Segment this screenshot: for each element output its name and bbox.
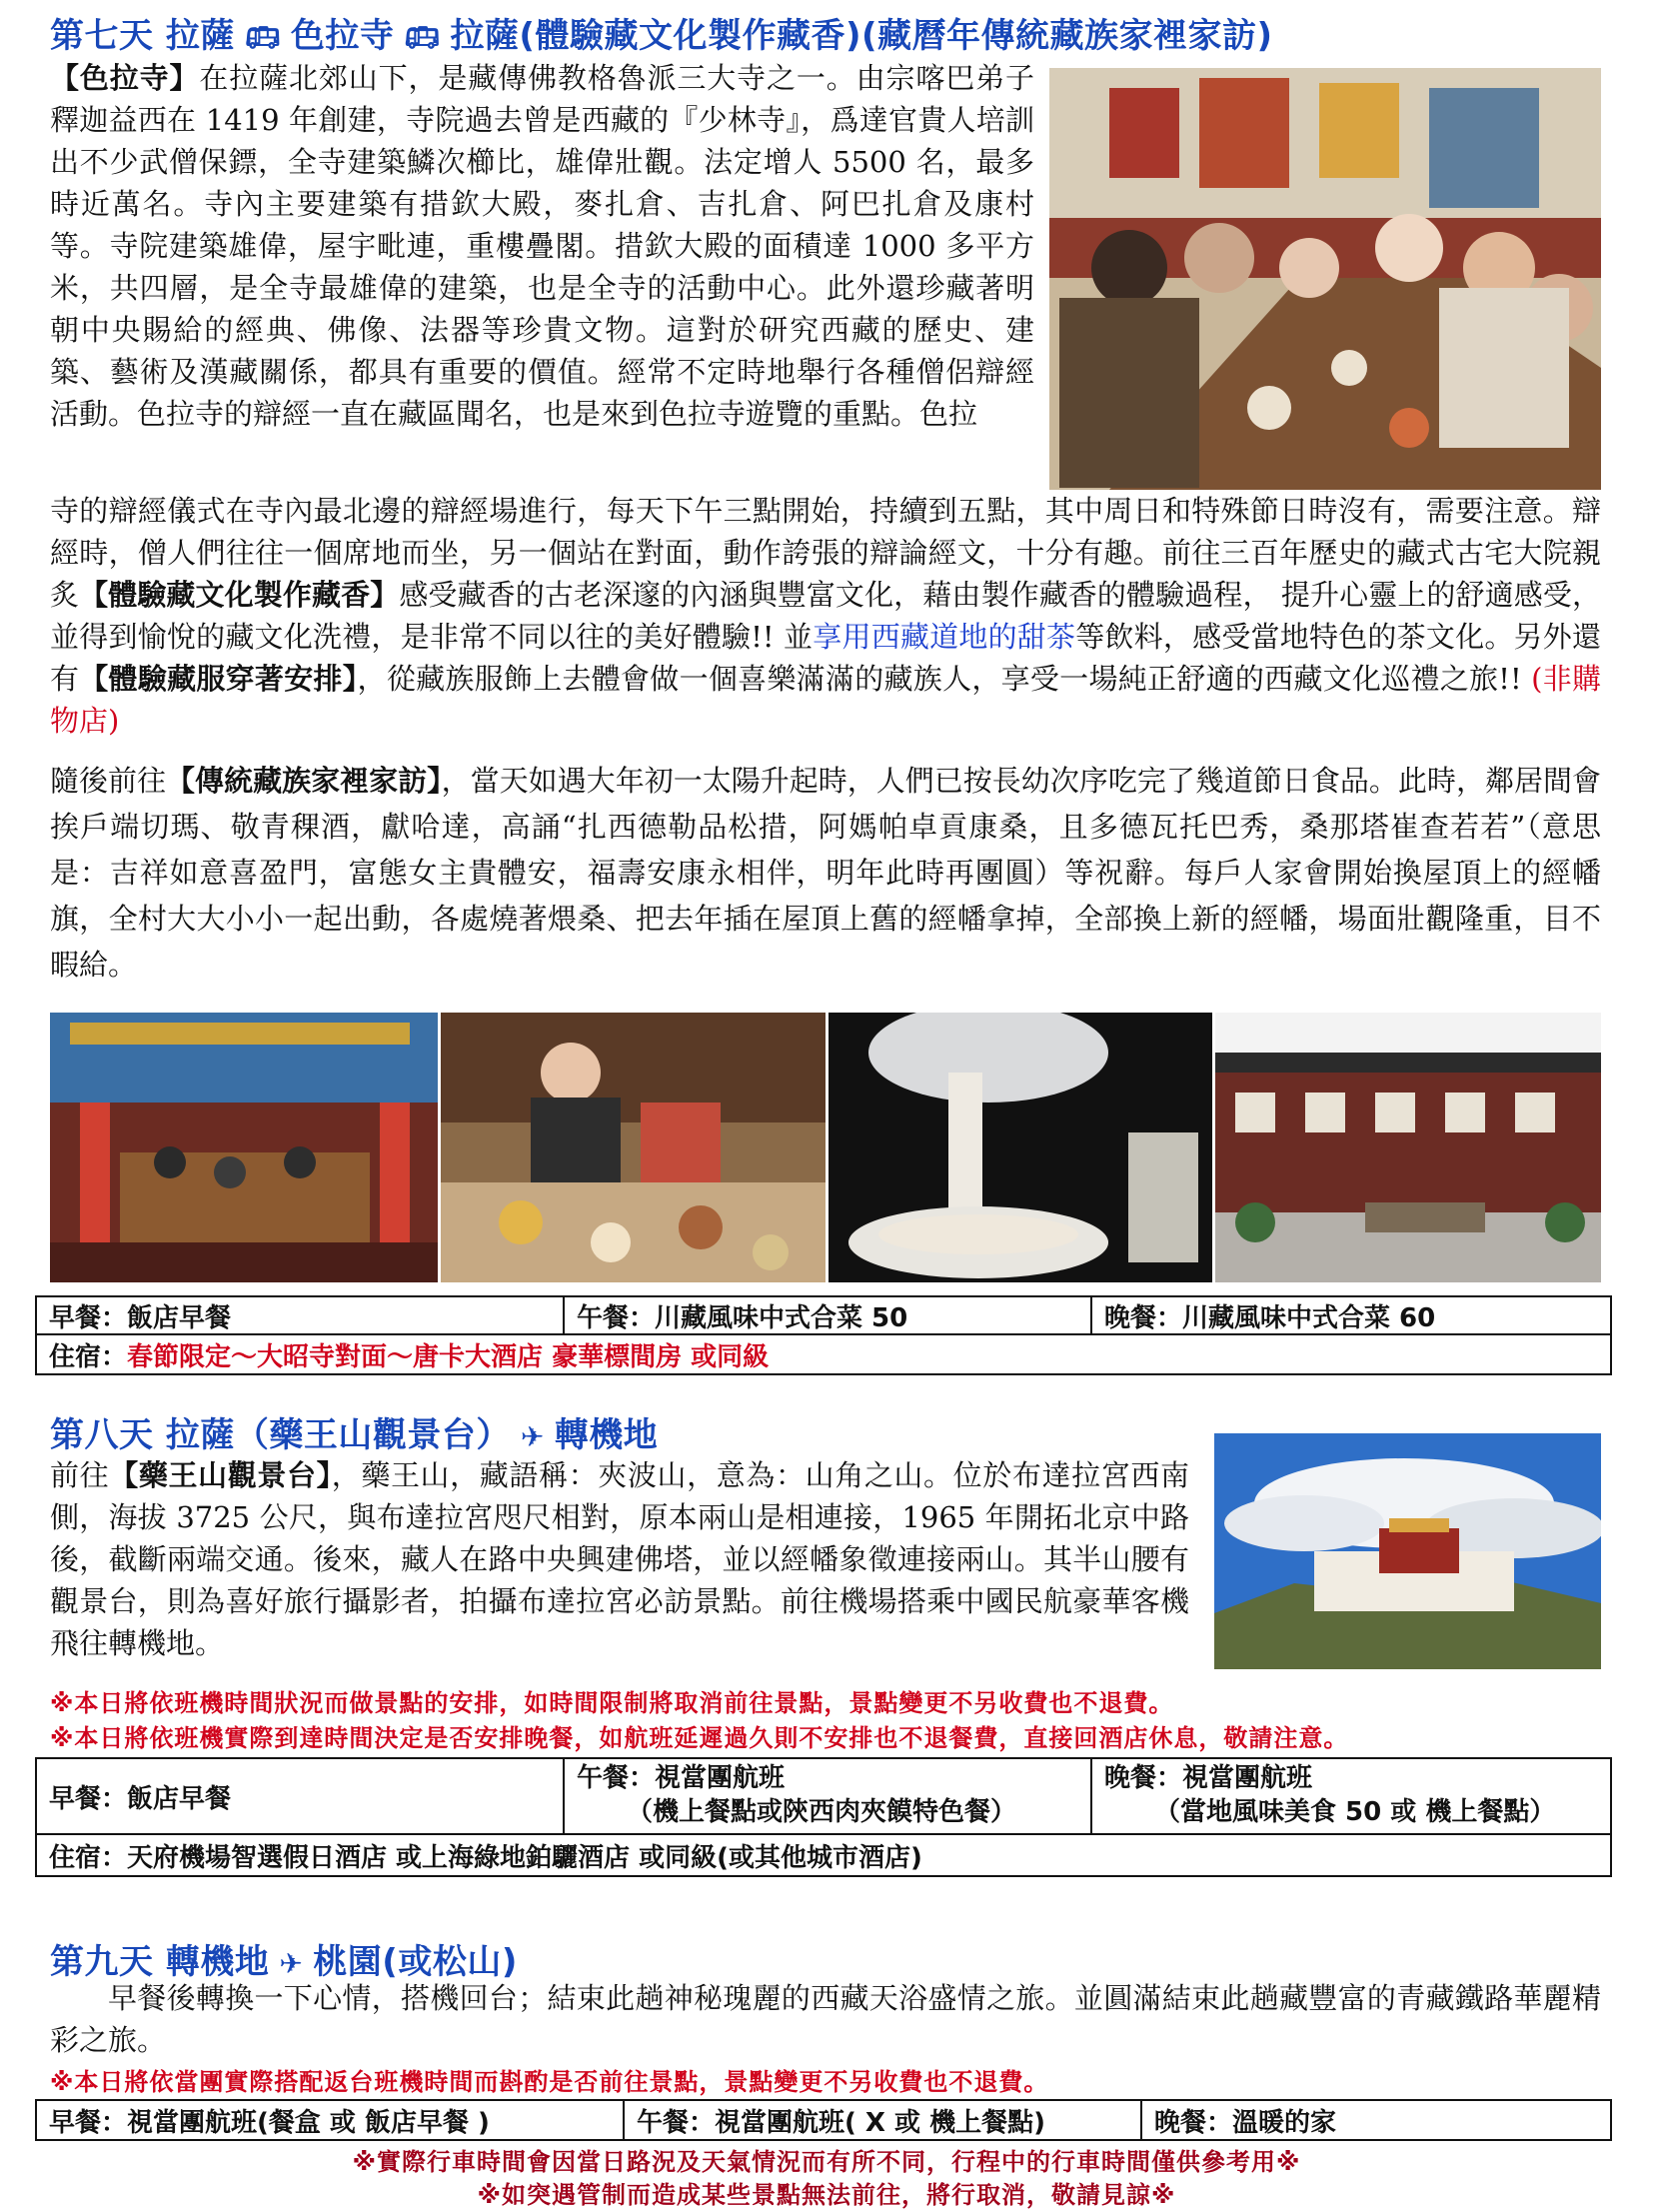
bus-icon: 🚌︎	[244, 21, 281, 54]
day8-breakfast	[37, 1759, 565, 1833]
incense-text-b: 感受藏香的古老深邃的內涵與豐富文化，藉由製作藏香的體驗過程， 提升心靈上的舒適感受，並得到愉悅的藏文化洗禮，是非常不同以往的美好體驗!! 並	[50, 578, 1601, 654]
incense-experience-heading: 【體驗藏文化製作藏香】	[79, 578, 400, 612]
photo-tibetan-house-interior	[50, 1013, 438, 1282]
day7-meal-row	[37, 1297, 1610, 1335]
day7-meal-table	[35, 1295, 1612, 1375]
photo-tibetan-courtyard	[1215, 1013, 1601, 1282]
day8-breakfast-text: 早餐：飯店早餐	[49, 1783, 232, 1814]
day9-dinner	[1142, 2101, 1610, 2139]
day8-hotel	[37, 1835, 1610, 1875]
day8-dinner-detail: （當地風味美食 50 或 機上餐點）	[1154, 1797, 1556, 1827]
day8-dinner	[1092, 1759, 1610, 1833]
day8-title-part-a: 第八天 拉薩（藥王山觀景台）	[50, 1415, 511, 1455]
costume-experience-heading: 【體驗藏服穿著安排】	[79, 662, 358, 696]
day8-hotel-row	[37, 1835, 1610, 1875]
day8-meal-row	[37, 1759, 1610, 1835]
day8-hotel-text: 住宿：天府機場智選假日酒店 或上海綠地鉑驪酒店 或同級(或其他城市酒店)	[49, 1842, 922, 1873]
day8-paragraph	[50, 1454, 1189, 1664]
family-visit-text-a: 隨後前往	[50, 764, 167, 798]
day7-breakfast-text: 早餐：飯店早餐	[49, 1302, 232, 1333]
day8-lunch	[565, 1759, 1092, 1833]
day7-dinner	[1092, 1297, 1610, 1333]
family-visit-text-b: ，當天如遇大年初一太陽升起時，人們已按長幼次序吃完了幾道節日食品。此時，鄰居間會挨戶端切瑪、敬青稞酒，獻哈達，高誦“扎西德勒品松措，阿媽帕卓貢康桑，且多德瓦托巴秀，桑那塔崔查若若”（意思是：吉祥如意喜盈門，富態女主貴體安，福壽安康永相伴，明年此時再團圓）等祝辭。每戶人家會開始換屋頂上的經幡旗，全村大大小小一起出動，各處燒著煨桑、把去年插在屋頂上舊的經幡拿掉，全部換上新的經幡，場面壯觀隆重，目不暇給。	[50, 764, 1601, 982]
day9-breakfast-text: 早餐：視當團航班(餐盒 或 飯店早餐 )	[49, 2107, 490, 2138]
sera-monastery-text: 在拉薩北郊山下，是藏傳佛教格魯派三大寺之一。由宗喀巴弟子釋迦益西在 1419 年創建，寺院過去曾是西藏的『少林寺』，爲達官貴人培訓出不少武僧保鏢，全寺建築鱗次櫛比，雄偉壯觀。法定增人 5500 名，最多時近萬名。寺內主要建築有措欽大殿，麥扎倉、吉扎倉、阿巴扎倉及康村等。寺院建築雄偉，屋宇毗連，重樓疊閣。措欽大殿的面積達 1000 多平方米，共四層，是全寺最雄偉的建築，也是全寺的活動中心。此外還珍藏著明朝中央賜給的經典、佛像、法器等珍貴文物。這對於研究西藏的歷史、建築、藝術及漢藏關係，都具有重要的價值。經常不定時地舉行各種僧侶辯經活動。色拉寺的辯經一直在藏區聞名，也是來到色拉寺遊覽的重點。色拉	[50, 61, 1034, 431]
day8-title-part-b: 轉機地	[554, 1415, 659, 1455]
day9-title-part-b: 桃園(或松山)	[313, 1942, 518, 1982]
incense-text-d: ，從藏族服飾上去體會做一個喜樂滿滿的藏族人，享受一場純正舒適的西藏文化巡禮之旅!!	[357, 662, 1532, 696]
day7-dinner-text: 晚餐：川藏風味中式合菜 60	[1104, 1302, 1436, 1333]
family-visit-heading: 【傳統藏族家裡家訪】	[166, 764, 442, 798]
day8-text-b: ，藥王山，藏語稱：夾波山，意為：山角之山。位於布達拉宮西南側，海拔 3725 公尺，與布達拉宮咫尺相對，原本兩山是相連接，1965 年開拓北京中路後，截斷兩端交通。後來，藏人在路中央興建佛塔，並以經幡象徵連接兩山。其半山腰有觀景台，則為喜好旅行攝影者，拍攝布達拉宮必訪景點。前往機場搭乘中國民航豪華客機飛往轉機地。	[50, 1458, 1189, 1660]
day9-text: 早餐後轉換一下心情，搭機回台；結束此趟神秘瑰麗的西藏天浴盛情之旅。並圓滿結束此趟藏豐富的青藏鐵路華麗精彩之旅。	[50, 1981, 1601, 2057]
day8-notice2-text: ※本日將依班機實際到達時間決定是否安排晚餐，如航班延遲過久則不安排也不退餐費，直接回酒店休息，敬請注意。	[50, 1724, 1349, 1752]
sera-monastery-heading: 【色拉寺】	[50, 61, 200, 95]
day8-lunch-detail: （機上餐點或陝西肉夾饃特色餐）	[627, 1797, 1017, 1827]
day7-breakfast	[37, 1297, 565, 1333]
day7-title-part-c: 拉薩(體驗藏文化製作藏香)(藏曆年傳統藏族家裡家訪)	[450, 16, 1273, 56]
non-shopping-note: (非購物店)	[50, 662, 1601, 738]
bus-icon: 🚌︎	[404, 21, 441, 54]
day7-lunch-text: 午餐：川藏風味中式合菜 50	[577, 1302, 908, 1333]
day8-text-a: 前往	[50, 1458, 110, 1492]
footer-note-cancellation	[0, 2175, 1653, 2210]
day8-notice1-text: ※本日將依班機時間狀況而做景點的安排，如時間限制將取消前往景點，景點變更不另收費也不退費。	[50, 1689, 1174, 1717]
day9-notice	[50, 2062, 1048, 2097]
yaowang-mountain-heading: 【藥王山觀景台】	[109, 1458, 332, 1492]
day9-breakfast	[37, 2101, 625, 2139]
incense-text-c: 等飲料，感受當地特色的茶文化。另外還有	[50, 620, 1601, 696]
day8-notice-sightseeing	[50, 1683, 1173, 1718]
day7-title-part-b: 色拉寺	[290, 16, 395, 56]
day9-meal-table	[35, 2099, 1612, 2141]
day7-title-part-a: 第七天 拉薩	[50, 16, 235, 56]
day7-hotel-row	[37, 1335, 1610, 1373]
day8-dinner-text: 晚餐：視當團航班	[1104, 1763, 1313, 1793]
day7-paragraph-family-visit	[50, 758, 1601, 988]
day9-meal-row	[37, 2101, 1610, 2139]
day9-title	[50, 1934, 518, 1983]
sweet-tea-highlight: 享用西藏道地的甜茶	[813, 620, 1076, 654]
day7-title	[50, 8, 1273, 57]
day7-hotel	[37, 1335, 1610, 1373]
plane-icon: ✈︎	[520, 1420, 545, 1453]
day8-lunch-text: 午餐：視當團航班	[577, 1763, 786, 1793]
day8-meal-table	[35, 1757, 1612, 1877]
day7-lunch	[565, 1297, 1092, 1333]
day9-lunch-text: 午餐：視當團航班( X 或 機上餐點)	[637, 2107, 1045, 2138]
photo-tibetan-family-feast	[1049, 68, 1601, 490]
day8-notice-dinner	[50, 1718, 1348, 1753]
photo-potala-palace	[1214, 1433, 1601, 1669]
footer-line1-text: ※實際行車時間會因當日路況及天氣情況而有所不同，行程中的行車時間僅供參考用※	[352, 2148, 1301, 2176]
day9-paragraph	[50, 1977, 1601, 2061]
incense-text-a: 寺的辯經儀式在寺內最北邊的辯經場進行，每天下午三點開始，持續到五點，其中周日和特殊節日時沒有，需要注意。辯經時，僧人們往往一個席地而坐，另一個站在對面，動作誇張的辯論經文，十分有趣。前往三百年歷史的藏式古宅大院親炙	[50, 494, 1601, 612]
plane-icon: ✈︎	[279, 1947, 304, 1980]
footer-note-travel-time	[0, 2142, 1653, 2177]
day9-notice-text: ※本日將依當團實際搭配返台班機時間而斟酌是否前往景點，景點變更不另收費也不退費。	[50, 2068, 1049, 2096]
day7-paragraph-incense	[50, 490, 1601, 742]
footer-line2-text: ※如突遇管制而造成某些景點無法前往，將行取消，敬請見諒※	[477, 2181, 1176, 2209]
photo-pouring-sweet-tea	[828, 1013, 1212, 1282]
day9-dinner-text: 晚餐：溫暖的家	[1154, 2107, 1337, 2138]
day7-paragraph-sera	[50, 57, 1034, 435]
day7-hotel-label: 住宿：	[49, 1341, 128, 1372]
day8-title	[50, 1407, 658, 1456]
day9-lunch	[625, 2101, 1142, 2139]
photo-making-tibetan-incense	[441, 1013, 826, 1282]
day9-title-part-a: 第九天 轉機地	[50, 1942, 270, 1982]
day7-hotel-value: 春節限定～大昭寺對面～唐卡大酒店 豪華標間房 或同級	[127, 1341, 770, 1372]
